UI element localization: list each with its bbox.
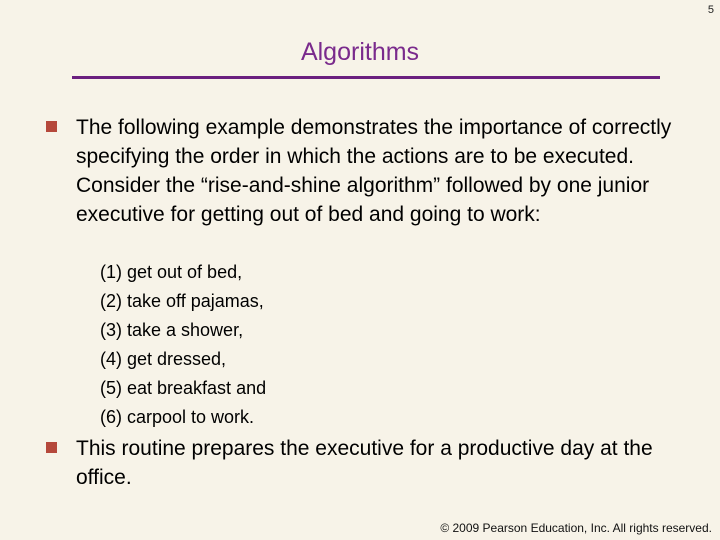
square-bullet-icon bbox=[46, 121, 57, 132]
bullet-item bbox=[46, 434, 686, 492]
step-item: (4) get dressed, bbox=[100, 349, 227, 369]
algorithm-steps-list bbox=[100, 258, 266, 432]
step-item: (1) get out of bed, bbox=[100, 262, 243, 282]
title-underline bbox=[72, 76, 660, 79]
slide-title: Algorithms bbox=[300, 38, 420, 66]
step-item: (2) take off pajamas, bbox=[100, 291, 264, 311]
copyright-footer: © 2009 Pearson Education, Inc. All rights reserved. bbox=[440, 521, 712, 535]
step-item: (5) eat breakfast and bbox=[100, 378, 267, 398]
square-bullet-icon bbox=[46, 442, 57, 453]
step-item: (6) carpool to work. bbox=[100, 407, 255, 427]
bullet-text: The following example demonstrates the importance of correctly specifying the order in which the actions are to be executed. Consider the “rise-and-shine algorithm” followed by one junior executive for getting out of bed and going to work: bbox=[76, 116, 672, 226]
bullet-text: This routine prepares the executive for a productive day at the office. bbox=[76, 437, 653, 489]
slide-number: 5 bbox=[707, 4, 714, 16]
bullet-item bbox=[46, 113, 686, 229]
step-item: (3) take a shower, bbox=[100, 320, 244, 340]
